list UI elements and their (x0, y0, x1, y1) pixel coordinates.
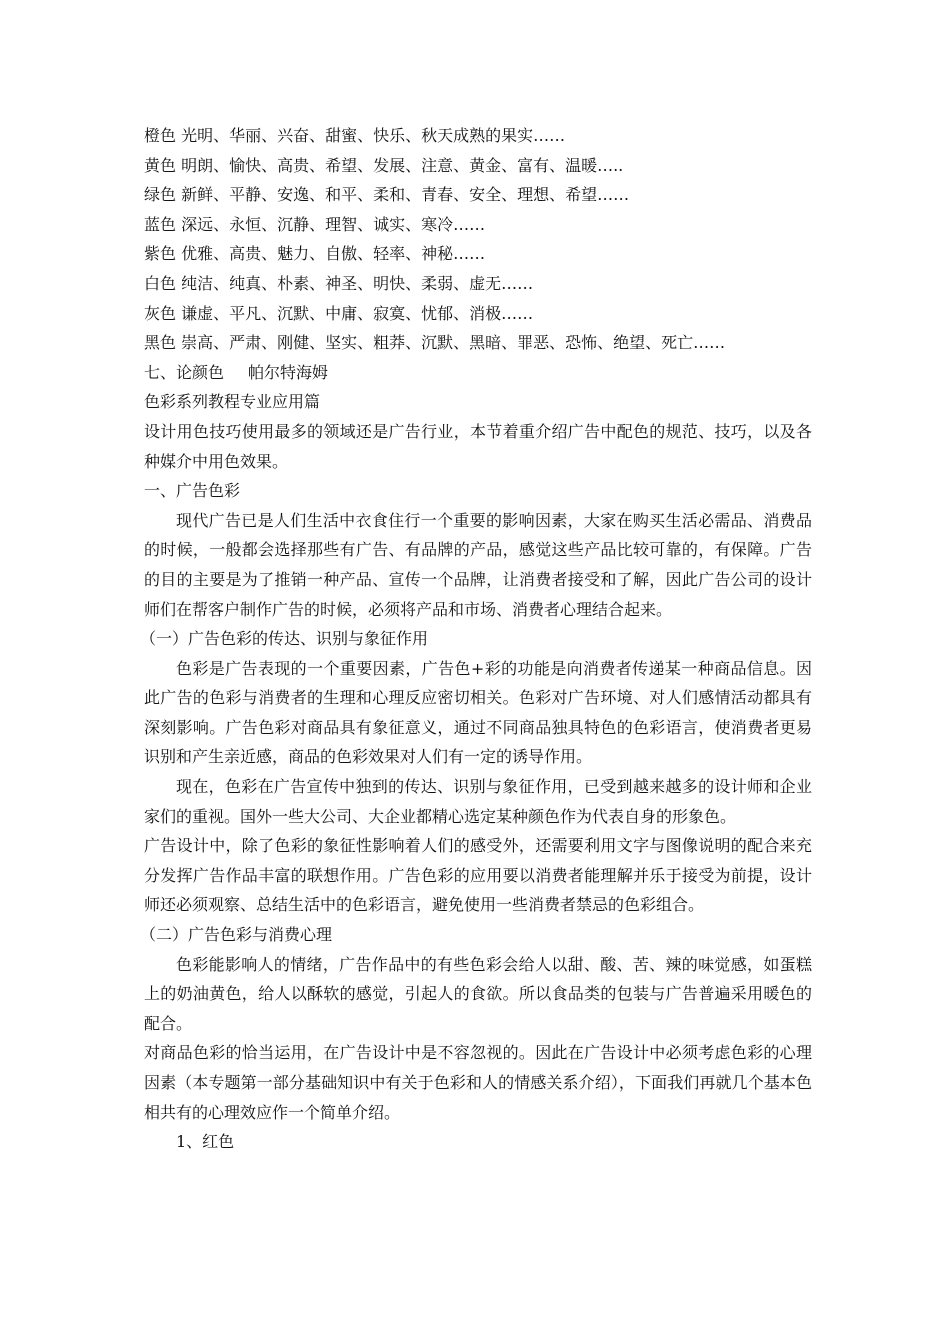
color-item-blue: 蓝色 深远、永恒、沉静、理智、诚实、寒冷…… (144, 214, 486, 234)
paragraph-current-status: 现在，色彩在广告宣传中独到的传达、识别与象征作用，已受到越来越多的设计师和企业家们的重视。国外一些大公司、大企业都精心选定某种颜色作为代表自身的形象色。 (144, 777, 812, 826)
heading-consumer-psychology: （二）广告色彩与消费心理 (140, 925, 333, 945)
color-item-orange: 橙色 光明、华丽、兴奋、甜蜜、快乐、秋天成熟的果实…… (144, 126, 566, 145)
section-seven-author: 帕尔特海姆 (248, 362, 329, 382)
color-item-gray: 灰色 谦虚、平凡、沉默、中庸、寂寞、忧郁、消极…… (144, 303, 534, 323)
series-title: 色彩系列教程专业应用篇 (144, 392, 321, 412)
paragraph-color-factor: 色彩是广告表现的一个重要因素，广告色+彩的功能是向消费者传递某一种商品信息。因此广告的色彩与消费者的生理和心理反应密切相关。色彩对广告环境、对人们感情活动都具有深刻影响。广告色彩对商品具有象征意义，通过不同商品独具特色的色彩语言，使消费者更易识别和产生亲近感，商品的色彩效果对人们有一定的诱导作用。 (144, 658, 812, 767)
item-red: 1、红色 (176, 1132, 235, 1152)
document-body (140, 121, 812, 1157)
heading-advertising-color: 一、广告色彩 (144, 481, 241, 501)
intro-paragraph: 设计用色技巧使用最多的领域还是广告行业，本节着重介绍广告中配色的规范、技巧，以及各种媒介中用色效果。 (144, 421, 812, 471)
paragraph-modern-advertising: 现代广告已是人们生活中衣食住行一个重要的影响因素，大家在购买生活必需品、消费品的时候，一般都会选择那些有广告、有品牌的产品，感觉这些产品比较可靠的，有保障。广告的目的主要是为了推销一种产品、宣传一个品牌，让消费者接受和了解，因此广告公司的设计师们在帮客户制作广告的时候，必须将产品和市场、消费者心理结合起来。 (144, 510, 812, 619)
color-item-white: 白色 纯洁、纯真、朴素、神圣、明快、柔弱、虚无…… (144, 273, 534, 293)
color-item-purple: 紫色 优雅、高贵、魅力、自傲、轻率、神秘…… (144, 244, 486, 264)
paragraph-proper-use: 对商品色彩的恰当运用，在广告设计中是不容忽视的。因此在广告设计中必须考虑色彩的心理因素（本专题第一部分基础知识中有关于色彩和人的情感关系介绍），下面我们再就几个基本色相共有的心理效应作一个简单介绍。 (144, 1043, 812, 1122)
color-item-green: 绿色 新鲜、平静、安逸、和平、柔和、青春、安全、理想、希望…… (144, 185, 630, 205)
color-item-yellow: 黄色 明朗、愉快、高贵、希望、发展、注意、黄金、富有、温暖….. (144, 155, 624, 175)
heading-communication-symbolism: （一）广告色彩的传达、识别与象征作用 (140, 629, 429, 649)
section-seven-heading (144, 358, 812, 388)
paragraph-emotion: 色彩能影响人的情绪，广告作品中的有些色彩会给人以甜、酸、苦、辣的味觉感，如蛋糕上的奶油黄色，给人以酥软的感觉，引起人的食欲。所以食品类的包装与广告普遍采用暖色的配合。 (144, 954, 812, 1033)
paragraph-ad-design: 广告设计中，除了色彩的象征性影响着人们的感受外，还需要利用文字与图像说明的配合来充分发挥广告作品丰富的联想作用。广告色彩的应用要以消费者能理解并乐于接受为前提，设计师还必须观察、总结生活中的色彩语言，避免使用一些消费者禁忌的色彩组合。 (144, 836, 812, 915)
section-seven-title: 七、论颜色 (144, 362, 225, 382)
color-item-black: 黑色 崇高、严肃、刚健、坚实、粗莽、沉默、黑暗、罪恶、恐怖、绝望、死亡…… (144, 333, 726, 353)
